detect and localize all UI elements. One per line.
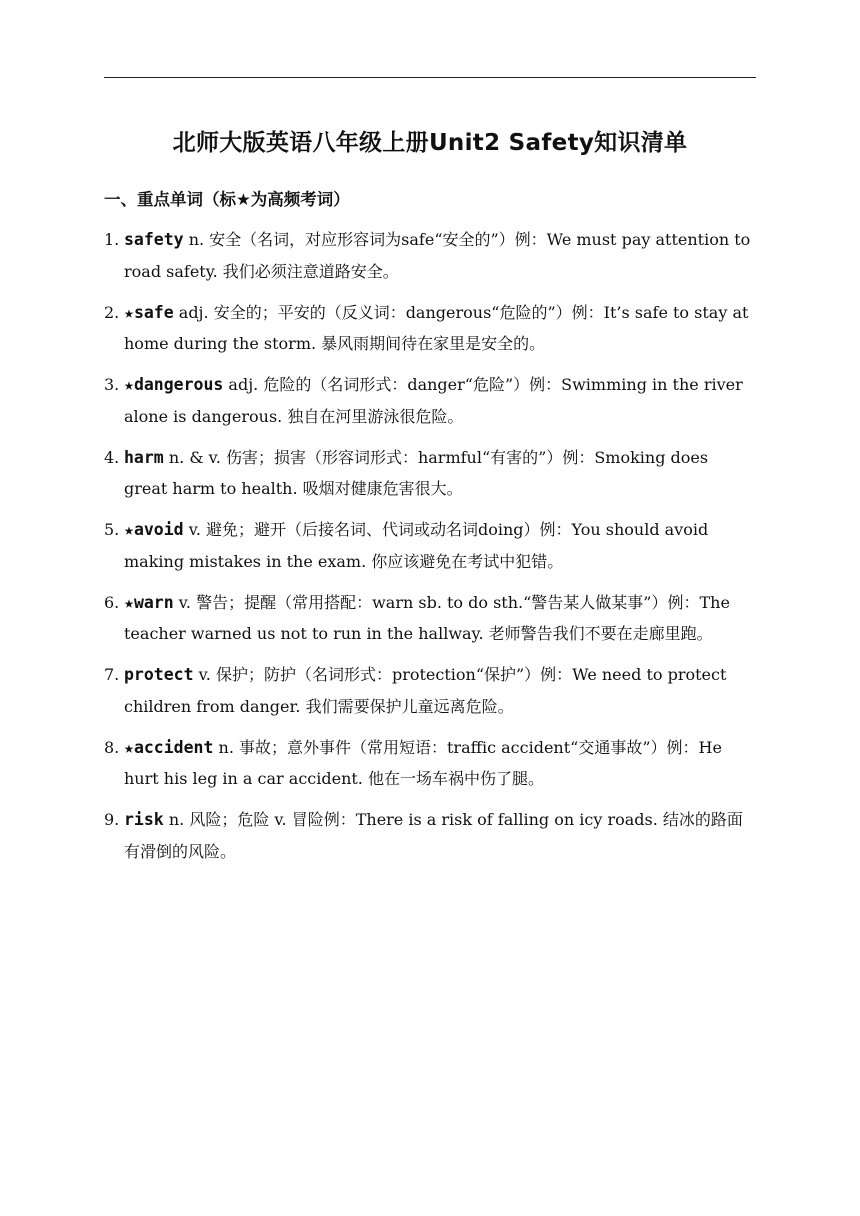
vocabulary-term: harm xyxy=(124,447,164,467)
list-item xyxy=(104,442,756,505)
term-explanation: v. 保护；防护（名词形式：protection“保护”）例：We need to protect children from danger. 我们需要保护儿童远离危险。 xyxy=(124,665,727,716)
term-explanation: adj. 安全的；平安的（反义词：dangerous“危险的”）例：It’s safe to stay at home during the storm. 暴风雨期间待在家里是安全的。 xyxy=(124,302,749,353)
list-item xyxy=(104,224,756,287)
item-number: 4. xyxy=(104,447,120,467)
term-explanation: n. & v. 伤害；损害（形容词形式：harmful“有害的”）例：Smoking does great harm to health. 吸烟对健康危害很大。 xyxy=(124,447,709,498)
vocabulary-term: protect xyxy=(124,665,194,684)
list-item xyxy=(104,732,756,795)
vocabulary-term: safe xyxy=(133,302,174,322)
vocabulary-term: risk xyxy=(124,810,164,829)
list-item xyxy=(104,369,756,432)
vocabulary-term: avoid xyxy=(133,520,184,539)
item-number: 7. xyxy=(104,665,120,684)
star-mark: ★ xyxy=(124,592,134,612)
item-number: 6. xyxy=(104,592,120,612)
term-explanation: n. 风险；危险 v. 冒险例：There is a risk of falling on icy roads. 结冰的路面有滑倒的风险。 xyxy=(124,810,743,861)
vocabulary-term: safety xyxy=(124,230,184,249)
star-mark: ★ xyxy=(124,375,134,394)
star-mark: ★ xyxy=(124,737,134,757)
item-number: 3. xyxy=(104,375,120,394)
term-explanation: adj. 危险的（名词形式：danger“危险”）例：Swimming in the river alone is dangerous. 独自在河里游泳很危险。 xyxy=(124,375,743,426)
term-explanation: v. 避免；避开（后接名词、代词或动名词doing）例：You should avoid making mistakes in the exam. 你应该避免在考试中犯错。 xyxy=(124,520,709,571)
vocabulary-term: accident xyxy=(133,737,214,757)
term-explanation: n. 事故；意外事件（常用短语：traffic accident“交通事故”）例：He hurt his leg in a car accident. 他在一场车祸中伤了腿。 xyxy=(124,737,722,788)
list-item xyxy=(104,659,756,722)
header-rule xyxy=(104,77,756,78)
item-number: 9. xyxy=(104,810,120,829)
item-number: 5. xyxy=(104,520,120,539)
list-item xyxy=(104,514,756,577)
section-heading: 一、重点单词（标★为高频考词） xyxy=(104,190,350,209)
vocabulary-list xyxy=(104,224,756,877)
vocabulary-term: dangerous xyxy=(133,375,224,394)
list-item xyxy=(104,587,756,650)
star-mark: ★ xyxy=(124,520,134,539)
list-item xyxy=(104,804,756,867)
term-explanation: v. 警告；提醒（常用搭配：warn sb. to do sth.“警告某人做某事”）例：The teacher warned us not to run in the hallway. 老师警告我们不要在走廊里跑。 xyxy=(124,592,730,643)
star-mark: ★ xyxy=(124,302,134,322)
vocabulary-term: warn xyxy=(133,592,174,612)
page-title: 北师大版英语八年级上册Unit2 Safety知识清单 xyxy=(172,130,688,156)
item-number: 1. xyxy=(104,230,120,249)
list-item xyxy=(104,297,756,360)
item-number: 8. xyxy=(104,737,120,757)
item-number: 2. xyxy=(104,302,120,322)
term-explanation: n. 安全（名词，对应形容词为safe“安全的”）例：We must pay attention to road safety. 我们必须注意道路安全。 xyxy=(124,230,751,281)
